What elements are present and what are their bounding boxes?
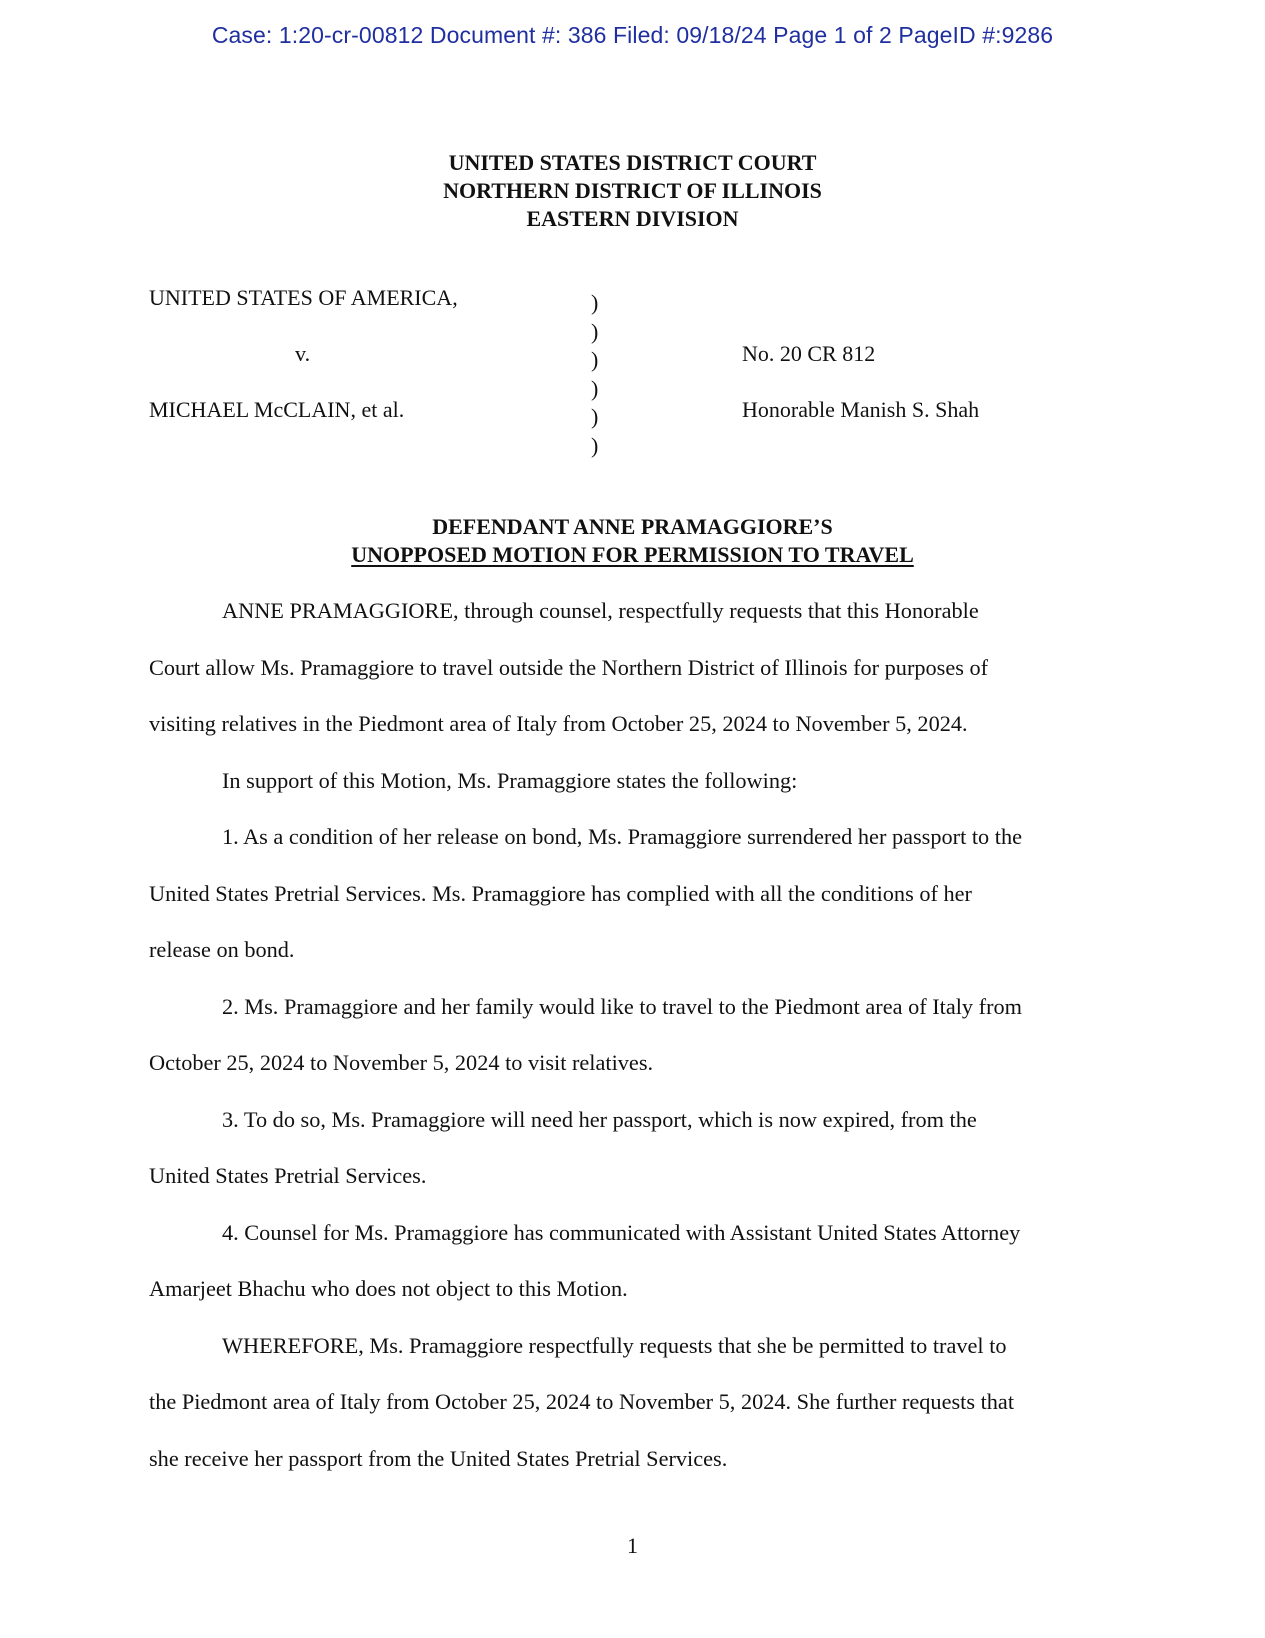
court-district: NORTHERN DISTRICT OF ILLINOIS bbox=[443, 178, 822, 203]
judge-name: Honorable Manish S. Shah bbox=[742, 397, 980, 422]
body-line: she receive her passport from the United States Pretrial Services. bbox=[149, 1446, 728, 1471]
case-number: No. 20 CR 812 bbox=[742, 341, 876, 366]
body-line: WHEREFORE, Ms. Pramaggiore respectfully requests that she be permitted to travel to bbox=[222, 1333, 1007, 1358]
body-line: Court allow Ms. Pramaggiore to travel outside the Northern District of Illinois for purposes of bbox=[149, 655, 989, 680]
caption-paren: ) bbox=[591, 318, 599, 344]
caption-paren: ) bbox=[591, 290, 599, 315]
body-line: visiting relatives in the Piedmont area of Italy from October 25, 2024 to November 5, 2024. bbox=[149, 711, 968, 736]
caption-defendant: MICHAEL McCLAIN, et al. bbox=[149, 397, 405, 422]
page-number: 1 bbox=[627, 1533, 638, 1558]
motion-title-line2: UNOPPOSED MOTION FOR PERMISSION TO TRAVEL bbox=[351, 542, 914, 567]
body-line: release on bond. bbox=[149, 937, 295, 962]
body-line: United States Pretrial Services. Ms. Pramaggiore has complied with all the conditions of her bbox=[149, 881, 972, 906]
body-line: In support of this Motion, Ms. Pramaggiore states the following: bbox=[222, 768, 798, 793]
caption-parentheses bbox=[591, 289, 598, 460]
caption-versus: v. bbox=[295, 341, 311, 366]
motion-title-line1: DEFENDANT ANNE PRAMAGGIORE’S bbox=[432, 514, 833, 539]
body-line: 3. To do so, Ms. Pramaggiore will need her passport, which is now expired, from the bbox=[222, 1107, 977, 1132]
body-line: October 25, 2024 to November 5, 2024 to visit relatives. bbox=[149, 1050, 654, 1075]
court-heading bbox=[0, 149, 1265, 233]
body-line: ANNE PRAMAGGIORE, through counsel, respectfully requests that this Honorable bbox=[222, 598, 979, 623]
body-line: United States Pretrial Services. bbox=[149, 1163, 427, 1188]
caption-paren: ) bbox=[591, 375, 599, 401]
body-line: the Piedmont area of Italy from October 25, 2024 to November 5, 2024. She further requests that bbox=[149, 1389, 1015, 1414]
court-name: UNITED STATES DISTRICT COURT bbox=[448, 150, 817, 175]
caption-paren: ) bbox=[591, 432, 599, 458]
ecf-filing-stamp: Case: 1:20-cr-00812 Document #: 386 Filed: 09/18/24 Page 1 of 2 PageID #:9286 bbox=[211, 22, 1054, 48]
body-line: 4. Counsel for Ms. Pramaggiore has communicated with Assistant United States Attorney bbox=[222, 1220, 1021, 1245]
motion-title bbox=[0, 513, 1265, 569]
body-line: Amarjeet Bhachu who does not object to this Motion. bbox=[149, 1276, 628, 1301]
body-line: 1. As a condition of her release on bond, Ms. Pramaggiore surrendered her passport to the bbox=[222, 824, 1022, 849]
caption-paren: ) bbox=[591, 347, 599, 372]
court-division: EASTERN DIVISION bbox=[526, 206, 739, 231]
caption-plaintiff: UNITED STATES OF AMERICA, bbox=[149, 285, 458, 310]
body-line: 2. Ms. Pramaggiore and her family would like to travel to the Piedmont area of Italy from bbox=[222, 994, 1022, 1019]
caption-paren: ) bbox=[591, 404, 599, 429]
